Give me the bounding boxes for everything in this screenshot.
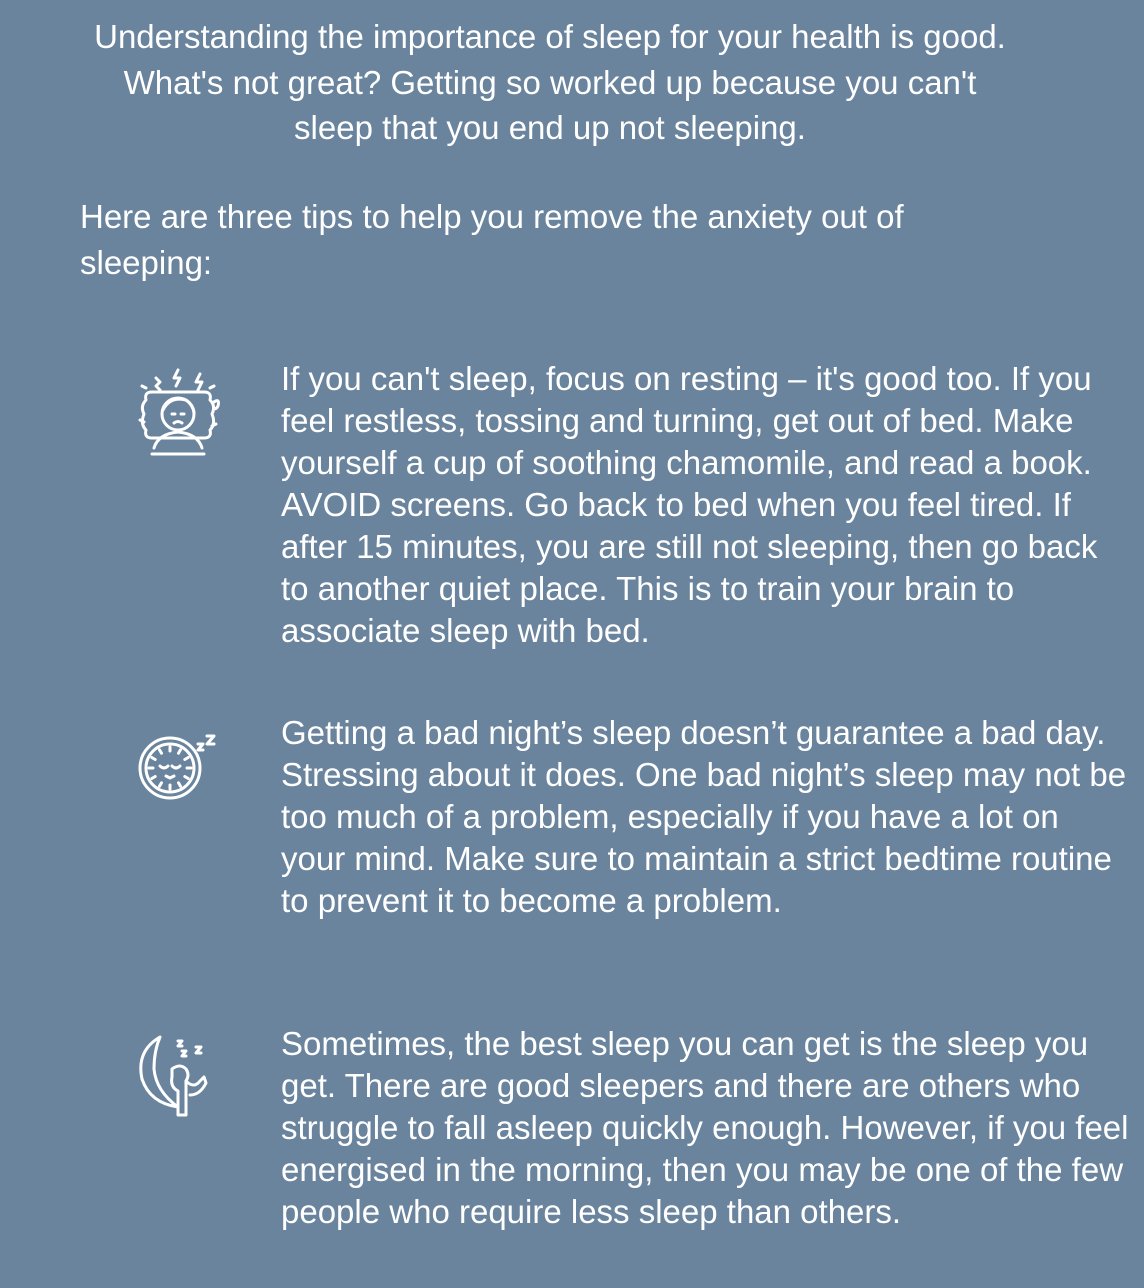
tip-text-2: Getting a bad night’s sleep doesn’t guarantee a bad day. Stressing about it does. One bad night’s sleep may not be too much of a problem, especially if you have a lot on your mind. Make sure to maintain a strict bedtime routine to prevent it to become a problem. [281, 714, 1127, 919]
sleeping-clock-icon [130, 720, 226, 816]
restless-pillow-icon [130, 362, 226, 458]
moon-sleep-icon [130, 1029, 226, 1125]
tip-text-1: If you can't sleep, focus on resting – it's good too. If you feel restless, tossing and turning, get out of bed. Make yourself a cup of soothing chamomile, and read a book. AVOID screens. Go back to bed when you feel tired. If after 15 minutes, you are still not sleeping, then go back to another quiet place. This is to train your brain to associate sleep with bed. [281, 360, 1098, 649]
intro-paragraph: Understanding the importance of sleep for your health is good. What's not great? Getting so worked up because you can't sleep that you end up not sleeping. [94, 18, 1006, 146]
tip-text-3: Sometimes, the best sleep you can get is the sleep you get. There are good sleepers and there are others who struggle to fall asleep quickly enough. However, if you feel energised in the morning, then you may be one of the few people who require less sleep than others. [281, 1025, 1129, 1230]
tips-lead-in: Here are three tips to help you remove the anxiety out of sleeping: [80, 198, 904, 281]
